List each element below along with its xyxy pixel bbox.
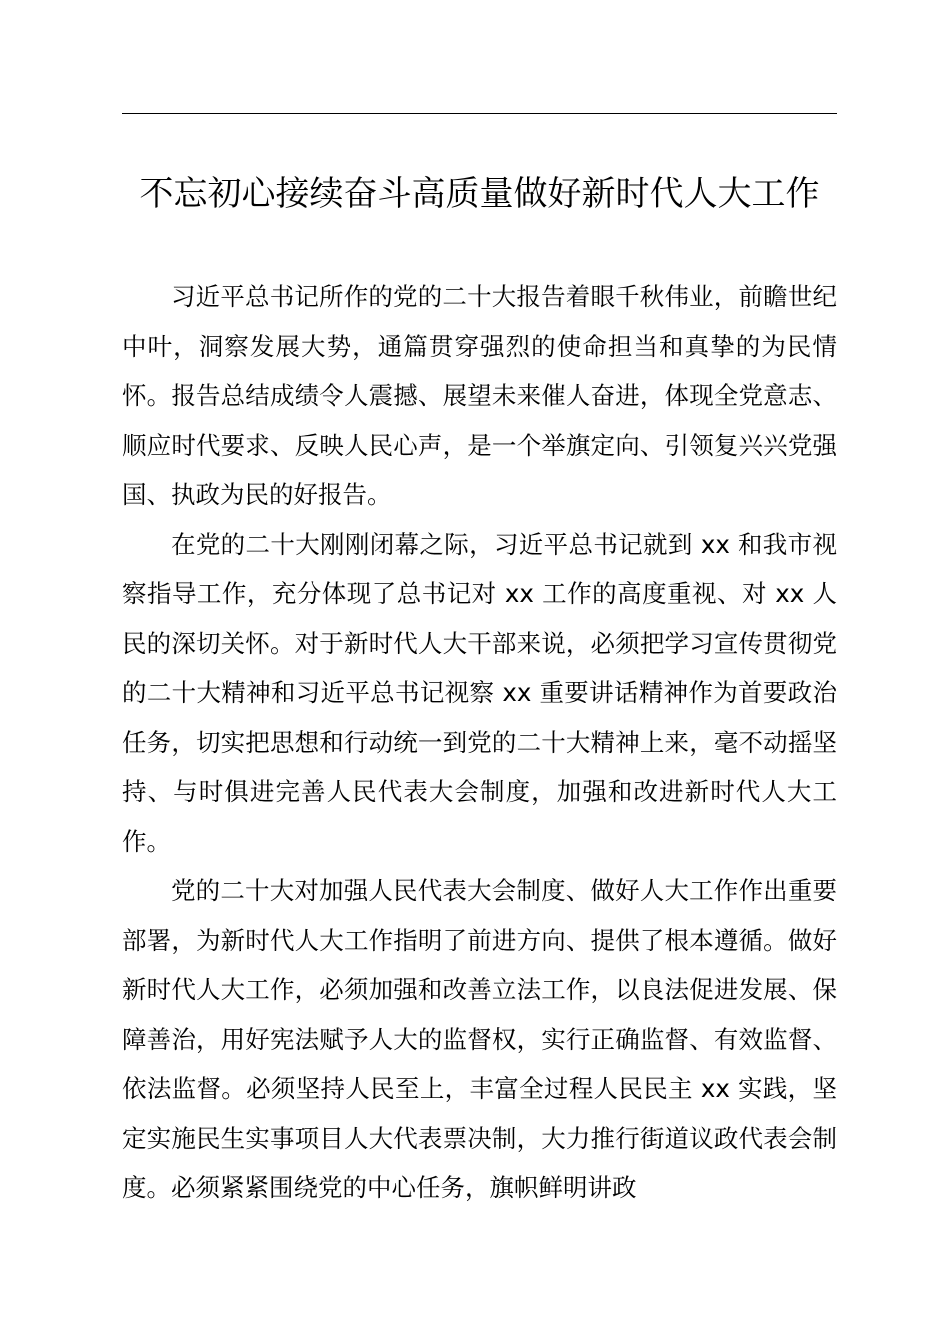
document-body	[122, 272, 837, 1213]
header-divider	[122, 113, 837, 114]
document-title: 不忘初心接续奋斗高质量做好新时代人大工作	[139, 174, 820, 214]
paragraph-2: 在党的二十大刚刚闭幕之际，习近平总书记就到 xx 和我市视察指导工作，充分体现了总书记对 xx 工作的高度重视、对 xx 人民的深切关怀。对于新时代人大干部来说，必须把学习宣传贯彻党的二十大精神和习近平总书记视察 xx 重要讲话精神作为首要政治任务，切实把思想和行动统一到党的二十大精神上来，毫不动摇坚持、与时俱进完善人民代表大会制度，加强和改进新时代人大工作。	[122, 529, 837, 856]
paragraph-3: 党的二十大对加强人民代表大会制度、做好人大工作作出重要部署，为新时代人大工作指明了前进方向、提供了根本遵循。做好新时代人大工作，必须加强和改善立法工作，以良法促进发展、保障善治，用好宪法赋予人大的监督权，实行正确监督、有效监督、依法监督。必须坚持人民至上，丰富全过程人民民主 xx 实践，坚定实施民生实事项目人大代表票决制，大力推行街道议政代表会制度。必须紧紧围绕党的中心任务，旗帜鲜明讲政	[122, 876, 837, 1202]
paragraph-1: 习近平总书记所作的党的二十大报告着眼千秋伟业，前瞻世纪中叶，洞察发展大势，通篇贯穿强烈的使命担当和真挚的为民情怀。报告总结成绩令人震撼、展望未来催人奋进，体现全党意志、顺应时代要求、反映人民心声，是一个举旗定向、引领复兴兴党强国、执政为民的好报告。	[122, 282, 837, 509]
